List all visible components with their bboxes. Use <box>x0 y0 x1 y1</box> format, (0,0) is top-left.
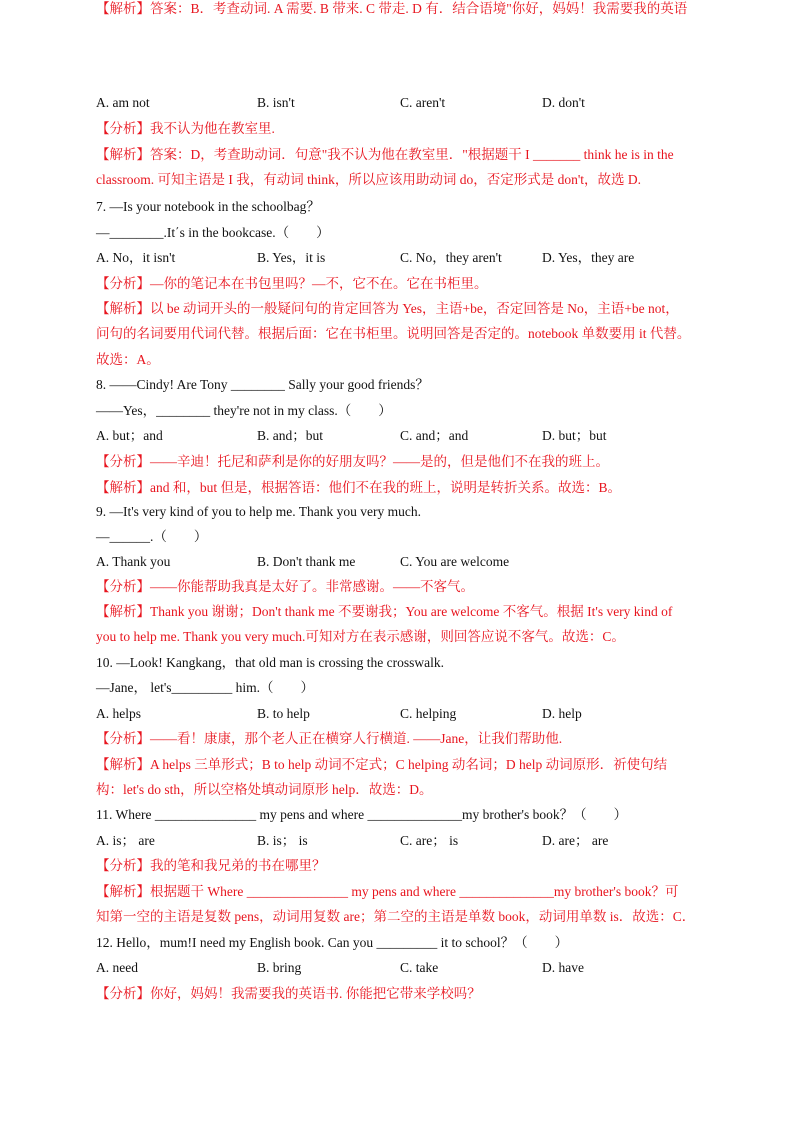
option-c: C. helping <box>400 706 457 721</box>
q10-stem-line2: —Jane， let's_________ him.（ ） <box>96 680 315 695</box>
q11-explanation-line2: 知第一空的主语是复数 pens，动词用复数 are；第二空的主语是单数 book，动词用单数 is．故选：C． <box>96 909 696 924</box>
option-d: D. have <box>542 960 584 975</box>
q6-options <box>96 94 716 112</box>
q10-explanation-line1: 【解析】A helps 三单形式；B to help 动词不定式；C helping 动名词；D help 动词原形．祈使句结 <box>96 757 668 772</box>
option-c: C. aren't <box>400 95 446 110</box>
option-a: A. No，it isn't <box>96 250 176 265</box>
q7-explanation-line2: 问句的名词要用代词代替。根据后面：它在书柜里。说明回答是否定的。notebook 单数要用 it 代替。 <box>96 326 691 341</box>
option-c: C. take <box>400 960 439 975</box>
q7-stem-line2: —________.It΄s in the bookcase.（ ） <box>96 225 330 240</box>
q9-stem-line2: —______.（ ） <box>96 529 208 544</box>
option-b: B. isn't <box>257 95 295 110</box>
option-c: C. are； is <box>400 833 459 848</box>
option-a: A. need <box>96 960 138 975</box>
option-c: C. No，they aren't <box>400 250 502 265</box>
option-a: A. am not <box>96 95 150 110</box>
option-a: A. helps <box>96 706 141 721</box>
q10-options <box>96 705 716 723</box>
q7-options <box>96 249 716 267</box>
q8-analysis: 【分析】——辛迪！托尼和萨利是你的好朋友吗？——是的，但是他们不在我的班上。 <box>96 454 609 469</box>
q7-analysis: 【分析】—你的笔记本在书包里吗？—不，它不在。它在书柜里。 <box>96 276 488 291</box>
option-d: D. help <box>542 706 582 721</box>
option-b: B. to help <box>257 706 310 721</box>
q9-stem-line1: 9. —It's very kind of you to help me. Thank you very much. <box>96 504 422 519</box>
q9-options <box>96 553 716 571</box>
q9-explanation-line1: 【解析】Thank you 谢谢；Don't thank me 不要谢我；You are welcome 不客气。根据 It's very kind of <box>96 604 673 619</box>
option-d: D. are； are <box>542 833 609 848</box>
q7-stem-line1: 7. —Is your notebook in the schoolbag？ <box>96 199 320 214</box>
q11-explanation-line1: 【解析】根据题干 Where _______________ my pens and where ______________my brother's book？可 <box>96 884 679 899</box>
q7-explanation-line1: 【解析】以 be 动词开头的一般疑问句的肯定回答为 Yes，主语+be，否定回答是 No，主语+be not， <box>96 301 679 316</box>
option-c: C. You are welcome <box>400 554 510 569</box>
q6-explanation-line1: 【解析】答案：D，考查助动词．句意"我不认为他在教室里．"根据题干 I _______ think he is in the <box>96 147 674 162</box>
option-a: A. Thank you <box>96 554 171 569</box>
q9-explanation-line2: you to help me. Thank you very much.可知对方在表示感谢，则回答应说不客气。故选：C。 <box>96 629 625 644</box>
q8-stem-line2: ——Yes，________ they're not in my class.（ ） <box>96 403 392 418</box>
q12-explanation-line1: 【解析】答案：B．考查动词. A 需要. B 带来. C 带走. D 有．结合语境"你好，妈妈！我需要我的英语 <box>96 1 688 16</box>
q11-stem: 11. Where _______________ my pens and where ______________my brother's book？（ ） <box>96 807 628 822</box>
q10-stem-line1: 10. —Look! Kangkang，that old man is crossing the crosswalk. <box>96 655 444 670</box>
q8-options <box>96 427 716 445</box>
q6-explanation-line2: classroom. 可知主语是 I 我，有动词 think，所以应该用助动词 do，否定形式是 don't，故选 D. <box>96 172 642 187</box>
option-d: D. don't <box>542 95 585 110</box>
option-b: B. bring <box>257 960 302 975</box>
option-d: D. but；but <box>542 428 607 443</box>
q12-analysis: 【分析】你好，妈妈！我需要我的英语书. 你能把它带来学校吗？ <box>96 986 481 1001</box>
option-a: A. but；and <box>96 428 163 443</box>
q11-analysis: 【分析】我的笔和我兄弟的书在哪里？ <box>96 858 326 873</box>
q6-analysis: 【分析】我不认为他在教室里. <box>96 121 275 136</box>
option-b: B. is； is <box>257 833 308 848</box>
option-b: B. and；but <box>257 428 323 443</box>
q11-options <box>96 832 716 850</box>
q8-stem-line1: 8. ——Cindy! Are Tony ________ Sally your good friends？ <box>96 377 429 392</box>
option-b: B. Yes，it is <box>257 250 326 265</box>
option-b: B. Don't thank me <box>257 554 356 569</box>
q9-analysis: 【分析】——你能帮助我真是太好了。非常感谢。——不客气。 <box>96 579 474 594</box>
q12-options <box>96 959 716 977</box>
option-c: C. and；and <box>400 428 469 443</box>
q10-explanation-line2: 构：let's do sth，所以空格处填动词原形 help．故选：D。 <box>96 782 433 797</box>
option-d: D. Yes，they are <box>542 250 635 265</box>
option-a: A. is； are <box>96 833 155 848</box>
q12-stem: 12. Hello，mum!I need my English book. Can you _________ it to school？（ ） <box>96 935 569 950</box>
q8-explanation: 【解析】and 和，but 但是，根据答语：他们不在我的班上，说明是转折关系。故选：B。 <box>96 480 621 495</box>
q7-explanation-line3: 故选：A。 <box>96 352 160 367</box>
q10-analysis: 【分析】——看！康康，那个老人正在横穿人行横道. ——Jane，让我们帮助他. <box>96 731 563 746</box>
